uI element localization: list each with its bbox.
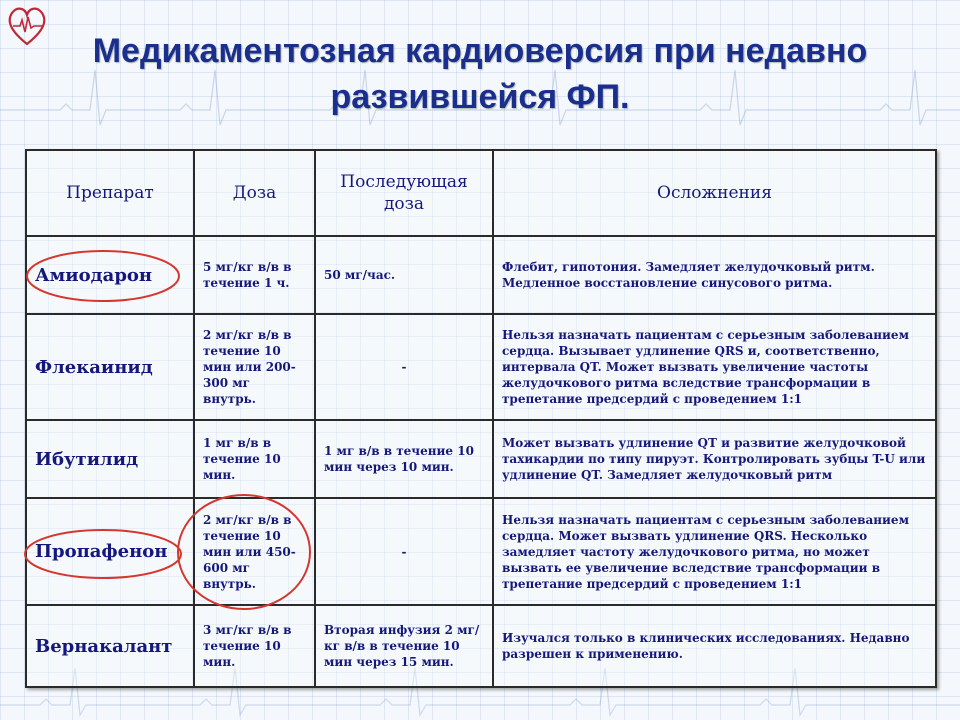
slide-title-line-2: развившейся ФП. bbox=[330, 78, 630, 116]
drug-name: Пропафенон bbox=[26, 498, 194, 605]
drug-dose: 3 мг/кг в/в в течение 10 мин. bbox=[194, 605, 315, 687]
header-next-dose: Последующая доза bbox=[315, 150, 493, 236]
drug-name: Вернакалант bbox=[26, 605, 194, 687]
drug-complications: Изучался только в клинических исследованиях. Недавно разрешен к применению. bbox=[493, 605, 936, 687]
drug-dose: 1 мг в/в в течение 10 мин. bbox=[194, 420, 315, 498]
drug-next-dose: 50 мг/час. bbox=[315, 236, 493, 314]
drug-complications: Может вызвать удлинение QT и развитие желудочковой тахикардии по типу пируэт. Контролировать зубцы T-U или удлинение QT. Замедляет желудочковый ритм bbox=[493, 420, 936, 498]
drug-dose: 2 мг/кг в/в в течение 10 мин или 450-600 мг внутрь. bbox=[194, 498, 315, 605]
drug-complications: Нельзя назначать пациентам с серьезным заболеванием сердца. Может вызвать удлинение QRS. Несколько замедляет частоту желудочкового ритма, но может вызвать ее увеличение вследствие трансформации в трепетание предсердий с проведением 1:1 bbox=[493, 498, 936, 605]
drug-dose: 2 мг/кг в/в в течение 10 мин или 200-300 мг внутрь. bbox=[194, 314, 315, 420]
header-complications: Осложнения bbox=[493, 150, 936, 236]
slide-title bbox=[0, 28, 960, 120]
drug-next-dose: Вторая инфузия 2 мг/кг в/в в течение 10 мин через 15 мин. bbox=[315, 605, 493, 687]
drug-name: Флекаинид bbox=[26, 314, 194, 420]
drug-table bbox=[25, 149, 937, 688]
drug-complications: Флебит, гипотония. Замедляет желудочковый ритм. Медленное восстановление синусового ритма. bbox=[493, 236, 936, 314]
drug-name: Амиодарон bbox=[26, 236, 194, 314]
drug-name: Ибутилид bbox=[26, 420, 194, 498]
table-header-row bbox=[26, 150, 936, 236]
slide-title-line-1: Медикаментозная кардиоверсия при недавно bbox=[92, 32, 868, 70]
drug-complications: Нельзя назначать пациентам с серьезным заболеванием сердца. Вызывает удлинение QRS и, соответственно, интервала QT. Может вызвать увеличение частоты желудочкового ритма вследствие трансформации в трепетание предсердий с проведением 1:1 bbox=[493, 314, 936, 420]
table-row bbox=[26, 314, 936, 420]
drug-next-dose: 1 мг в/в в течение 10 мин через 10 мин. bbox=[315, 420, 493, 498]
drug-next-dose: - bbox=[315, 314, 493, 420]
header-dose: Доза bbox=[194, 150, 315, 236]
table-row bbox=[26, 498, 936, 605]
header-drug: Препарат bbox=[26, 150, 194, 236]
drug-next-dose: - bbox=[315, 498, 493, 605]
table-row bbox=[26, 236, 936, 314]
drug-dose: 5 мг/кг в/в в течение 1 ч. bbox=[194, 236, 315, 314]
table-row bbox=[26, 420, 936, 498]
table-row bbox=[26, 605, 936, 687]
